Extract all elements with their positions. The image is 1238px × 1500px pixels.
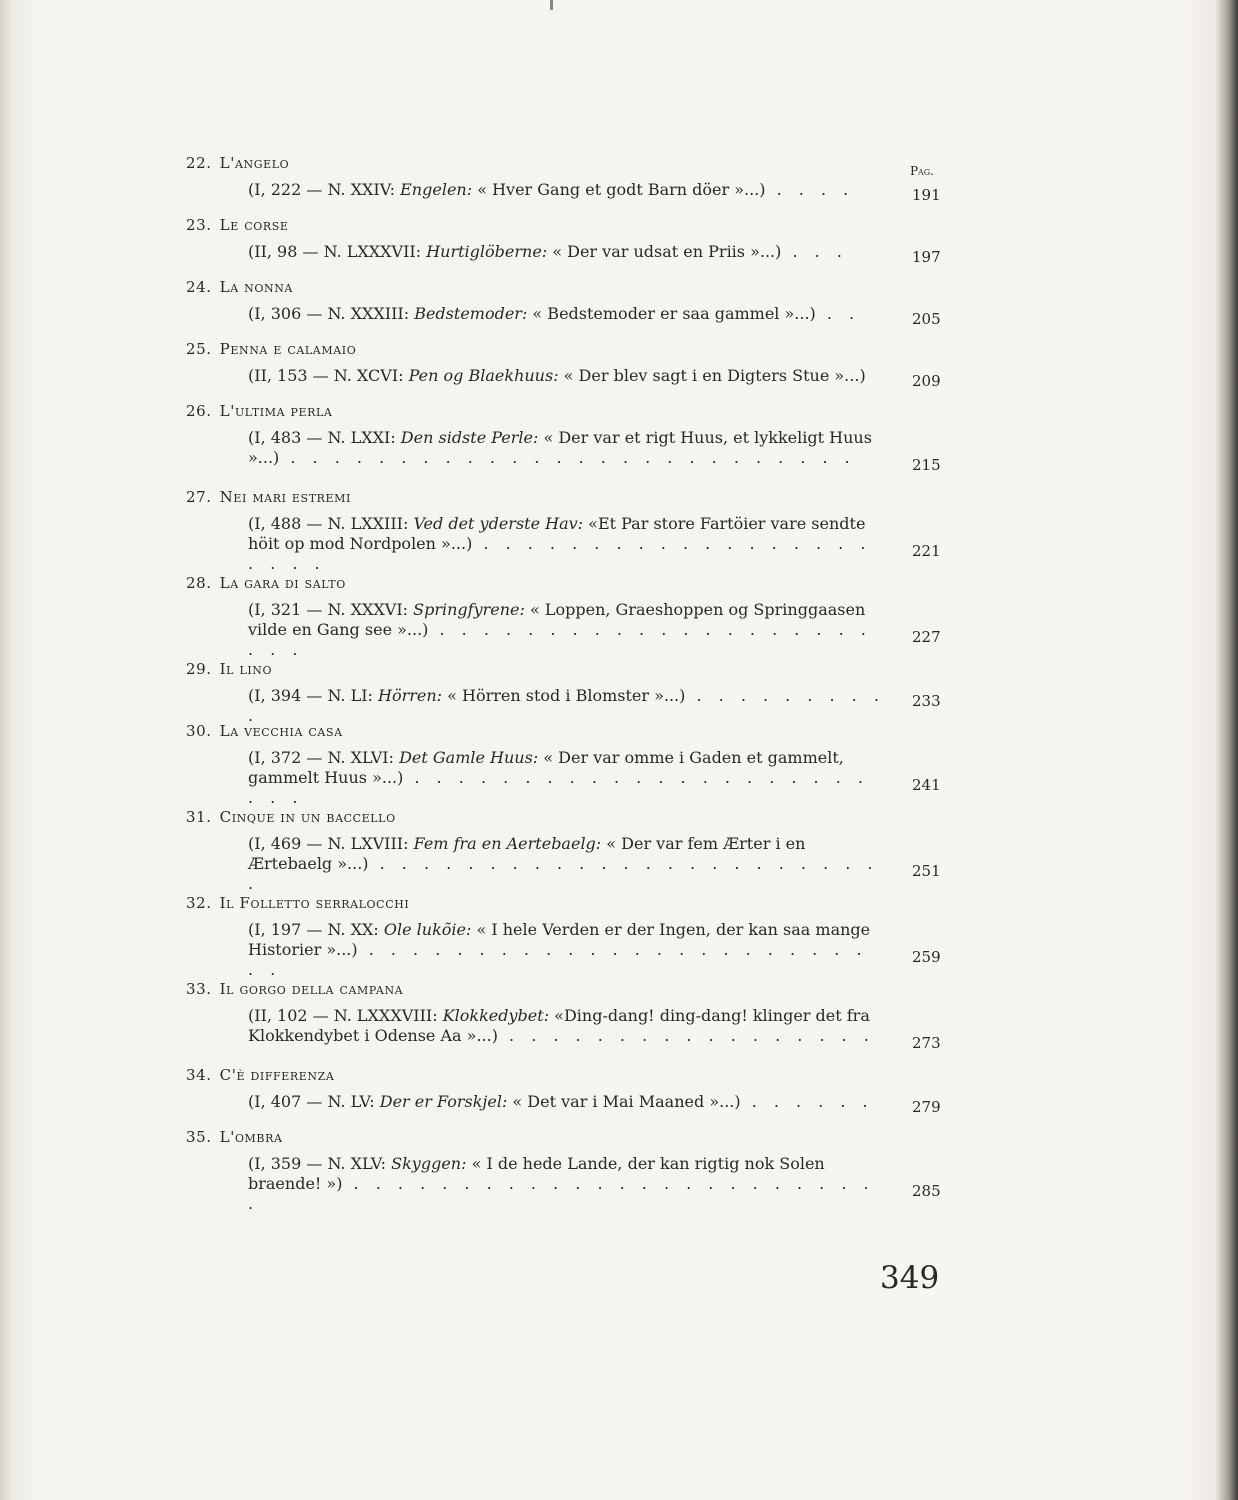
entry-work-title: Engelen:: [400, 180, 473, 199]
entry-page-number: 197: [912, 248, 941, 266]
entry-quote: « Det var i Mai Maaned »...): [507, 1092, 741, 1111]
dot-leader: . . . . . . . . . . . . . . . . . . . . . .: [248, 534, 872, 573]
entry-title-text: Il Folletto serralocchi: [219, 894, 410, 912]
entry-quote: « Bedstemoder er saa gammel »...): [527, 304, 816, 323]
toc-entries: [186, 148, 950, 1213]
entry-quote: « Der var udsat en Priis »...): [547, 242, 782, 261]
entry-title-text: L'angelo: [219, 154, 290, 172]
entry-number: 22.: [186, 154, 212, 172]
entry-page-number: 279: [912, 1098, 941, 1116]
entry-page-number: 251: [912, 862, 941, 880]
dot-leader: . . . . . . . . . .: [248, 686, 885, 725]
entry-title-text: Penna e calamaio: [219, 340, 357, 358]
entry-work-title: Det Gamle Huus:: [399, 748, 539, 767]
toc-entry: [186, 482, 950, 573]
page-number: 349: [880, 1260, 940, 1296]
entry-reference: (I, 483 — N. LXXI:: [248, 428, 401, 447]
entry-title: [186, 1066, 334, 1084]
entry-number: 24.: [186, 278, 212, 296]
entry-title: [186, 980, 403, 998]
entry-quote: «Et Par store Fartöier vare sendte höit op mod Nordpolen »...): [248, 514, 866, 553]
entry-number: 33.: [186, 980, 212, 998]
toc-entry: [186, 1122, 950, 1213]
entry-quote: « Hörren stod i Blomster »...): [442, 686, 686, 705]
toc-entry: [186, 568, 950, 659]
toc-entry: [186, 1060, 950, 1122]
entry-number: 31.: [186, 808, 212, 826]
entry-work-title: Ole lukõie:: [383, 920, 472, 939]
entry-reference: (II, 98 — N. LXXXVII:: [248, 242, 427, 261]
entry-work-title: Den sidste Perle:: [400, 428, 539, 447]
entry-description: [248, 1092, 888, 1112]
entry-work-title: Hurtiglöberne:: [426, 242, 548, 261]
entry-description: [248, 1006, 888, 1046]
entry-description: [248, 600, 888, 660]
entry-page-number: 259: [912, 948, 941, 966]
entry-quote: « I de hede Lande, der kan rigtig nok Solen braende! »): [248, 1154, 825, 1193]
toc-entry: [186, 654, 950, 725]
dot-leader: . . . . . . . . . . . . . . . . . . . . . . . . . .: [279, 448, 856, 467]
entry-number: 30.: [186, 722, 212, 740]
entry-page-number: 227: [912, 628, 941, 646]
entry-reference: (I, 321 — N. XXXVI:: [248, 600, 414, 619]
entry-reference: (I, 407 — N. LV:: [248, 1092, 380, 1111]
entry-title-text: Nei mari estremi: [219, 488, 351, 506]
entry-description: [248, 180, 888, 200]
entry-title-text: Le corse: [219, 216, 289, 234]
entry-number: 29.: [186, 660, 212, 678]
entry-description: [248, 366, 888, 386]
dot-leader: . . . . . .: [740, 1092, 874, 1111]
entry-number: 34.: [186, 1066, 212, 1084]
entry-quote: « Der blev sagt i en Digters Stue »...): [558, 366, 866, 385]
entry-title: [186, 1128, 283, 1146]
entry-quote: « Der var fem Ærter i en Ærtebaelg »...): [248, 834, 806, 873]
entry-description: [248, 242, 888, 262]
entry-title-text: Il gorgo della campana: [219, 980, 404, 998]
toc-entry: [186, 210, 950, 272]
dot-leader: . . . .: [765, 180, 855, 199]
dot-leader: . . . . . . . . . . . . . . . . . . . . . . . .: [248, 768, 869, 807]
page-right-shadow: [1216, 0, 1238, 1500]
entry-title-text: La nonna: [219, 278, 293, 296]
entry-description: [248, 834, 888, 894]
entry-title: [186, 660, 272, 678]
entry-reference: (I, 306 — N. XXXIII:: [248, 304, 415, 323]
dot-leader: . .: [815, 304, 861, 323]
entry-description: [248, 1154, 888, 1214]
entry-title: [186, 722, 343, 740]
entry-title-text: La gara di salto: [219, 574, 346, 592]
dot-leader: . . . . . . . . . . . . . . . . . . . . . . . .: [248, 854, 879, 893]
entry-page-number: 221: [912, 542, 941, 560]
entry-reference: (I, 394 — N. LI:: [248, 686, 379, 705]
entry-work-title: Springfyrene:: [413, 600, 525, 619]
entry-title: [186, 488, 351, 506]
entry-quote: « Der var omme i Gaden et gammelt, gammelt Huus »...): [248, 748, 844, 787]
entry-reference: (II, 102 — N. LXXXVIII:: [248, 1006, 443, 1025]
toc-entry: [186, 888, 950, 979]
entry-work-title: Fem fra en Aertebaelg:: [413, 834, 602, 853]
entry-title-text: L'ombra: [219, 1128, 283, 1146]
entry-title: [186, 278, 293, 296]
entry-page-number: 215: [912, 456, 941, 474]
entry-reference: (I, 372 — N. XLVI:: [248, 748, 400, 767]
entry-title: [186, 808, 396, 826]
entry-title-text: L'ultima perla: [219, 402, 333, 420]
entry-page-number: 233: [912, 692, 941, 710]
toc-entry: [186, 272, 950, 334]
pag-label: Pag.: [909, 164, 934, 178]
entry-quote: « Der var et rigt Huus, et lykkeligt Huus »...): [248, 428, 872, 467]
entry-title-text: Cinque in un baccello: [219, 808, 396, 826]
entry-page-number: 209: [912, 372, 941, 390]
entry-description: [248, 748, 888, 808]
entry-title-text: C'è differenza: [219, 1066, 335, 1084]
dot-leader: . . . . . . . . . . . . . . . . . . . . . . .: [248, 620, 872, 659]
dot-leader: . . . . . . . . . . . . . . . . . . . . . . . . .: [248, 940, 868, 979]
toc-entry: [186, 396, 950, 482]
entry-page-number: 285: [912, 1182, 941, 1200]
entry-work-title: Ved det yderste Hav:: [413, 514, 584, 533]
entry-page-number: 241: [912, 776, 941, 794]
entry-quote: « I hele Verden er der Ingen, der kan saa mange Historier »...): [248, 920, 871, 959]
dot-leader: . . . . . . . . . . . . . . . . .: [497, 1026, 875, 1045]
entry-description: [248, 428, 888, 468]
entry-reference: (I, 359 — N. XLV:: [248, 1154, 392, 1173]
toc-entry: [186, 716, 950, 807]
entry-description: [248, 920, 888, 980]
entry-number: 32.: [186, 894, 212, 912]
entry-reference: (I, 488 — N. LXXIII:: [248, 514, 414, 533]
entry-title: [186, 402, 332, 420]
page-left-edge: [0, 0, 14, 1500]
entry-quote: « Loppen, Graeshoppen og Springgaasen vilde en Gang see »...): [248, 600, 866, 639]
dot-leader: . . .: [781, 242, 848, 261]
entry-work-title: Der er Forskjel:: [379, 1092, 508, 1111]
entry-work-title: Bedstemoder:: [414, 304, 528, 323]
entry-work-title: Skyggen:: [391, 1154, 467, 1173]
toc-entry: [186, 148, 950, 210]
entry-reference: (I, 197 — N. XX:: [248, 920, 384, 939]
entry-page-number: 205: [912, 310, 941, 328]
top-mark: [550, 0, 553, 10]
entry-number: 23.: [186, 216, 212, 234]
entry-number: 35.: [186, 1128, 212, 1146]
entry-number: 25.: [186, 340, 212, 358]
entry-description: [248, 514, 888, 574]
entry-title: [186, 216, 289, 234]
entry-page-number: 273: [912, 1034, 941, 1052]
entry-title: [186, 340, 356, 358]
entry-page-number: 191: [912, 186, 941, 204]
entry-reference: (I, 469 — N. LXVIII:: [248, 834, 414, 853]
dot-leader: . . . . . . . . . . . . . . . . . . . . . . . . .: [248, 1174, 875, 1213]
entry-work-title: Klokkedybet:: [442, 1006, 550, 1025]
entry-quote: « Hver Gang et godt Barn döer »...): [472, 180, 766, 199]
entry-quote: «Ding-dang! ding-dang! klinger det fra Klokkendybet i Odense Aa »...): [248, 1006, 870, 1045]
entry-work-title: Pen og Blaekhuus:: [408, 366, 559, 385]
table-of-contents: [186, 148, 950, 1213]
entry-reference: (II, 153 — N. XCVI:: [248, 366, 409, 385]
entry-number: 28.: [186, 574, 212, 592]
entry-work-title: Hörren:: [378, 686, 443, 705]
toc-entry: [186, 802, 950, 893]
entry-title-text: La vecchia casa: [219, 722, 343, 740]
entry-title: [186, 574, 346, 592]
entry-reference: (I, 222 — N. XXIV:: [248, 180, 401, 199]
entry-number: 27.: [186, 488, 212, 506]
entry-title: [186, 894, 409, 912]
entry-number: 26.: [186, 402, 212, 420]
entry-title-text: Il lino: [219, 660, 273, 678]
toc-entry: [186, 334, 950, 396]
entry-description: [248, 304, 888, 324]
toc-entry: [186, 974, 950, 1060]
entry-title: [186, 154, 289, 172]
